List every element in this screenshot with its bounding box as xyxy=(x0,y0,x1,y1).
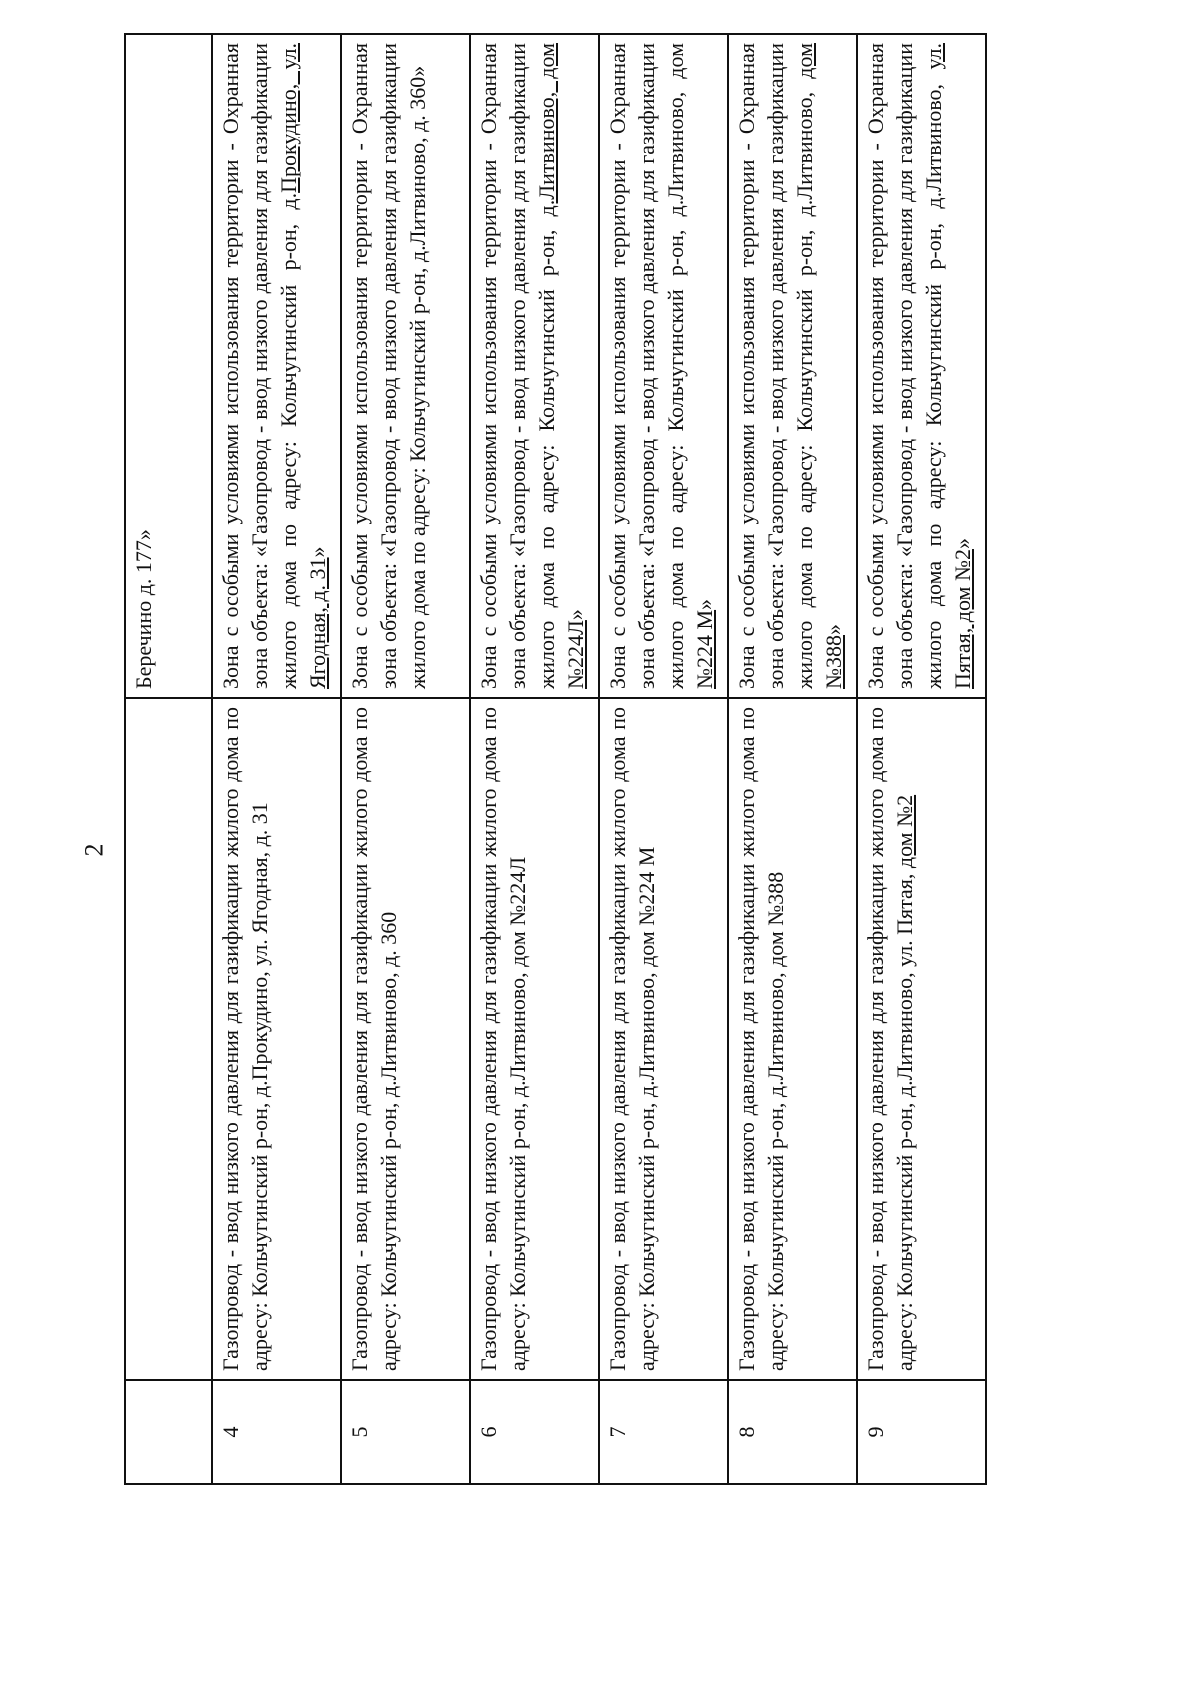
zone-description: Зона с особыми условиями использования территории - Охранная зона объекта: «Газопровод - ввод низкого давления для газификации жилого дома по адресу: Кольчугинский р-он, д.Литвиново, дом №224 М» xyxy=(599,34,728,698)
row-number: 6 xyxy=(470,1380,599,1484)
cell-num-empty xyxy=(125,1380,212,1484)
row-number: 9 xyxy=(857,1380,986,1484)
object-description: Газопровод - ввод низкого давления для газификации жилого дома по адресу: Кольчугинский р-он, д.Прокудино, ул. Ягодная, д. 31 xyxy=(212,698,341,1380)
table-row xyxy=(599,34,728,1484)
object-description: Газопровод - ввод низкого давления для газификации жилого дома по адресу: Кольчугинский р-он, д.Литвиново, д. 360 xyxy=(341,698,470,1380)
object-description: Газопровод - ввод низкого давления для газификации жилого дома по адресу: Кольчугинский р-он, д.Литвиново, дом №224Л xyxy=(470,698,599,1380)
zone-description: Зона с особыми условиями использования территории - Охранная зона объекта: «Газопровод - ввод низкого давления для газификации жилого дома по адресу: Кольчугинский р-он, д.Прокудино, ул. Ягодная, д. 31» xyxy=(212,34,341,698)
object-description: Газопровод - ввод низкого давления для газификации жилого дома по адресу: Кольчугинский р-он, д.Литвиново, дом №224 М xyxy=(599,698,728,1380)
row-number: 8 xyxy=(728,1380,857,1484)
rotated-table-container xyxy=(124,35,1036,1485)
row-number: 5 xyxy=(341,1380,470,1484)
row-number: 7 xyxy=(599,1380,728,1484)
table-row xyxy=(341,34,470,1484)
zone-description: Зона с особыми условиями использования территории - Охранная зона объекта: «Газопровод - ввод низкого давления для газификации жилого дома по адресу: Кольчугинский р-он, д.Литвиново, ул. Пятая, дом №2» xyxy=(857,34,986,698)
table-row xyxy=(857,34,986,1484)
row-number: 4 xyxy=(212,1380,341,1484)
zone-description: Зона с особыми условиями использования территории - Охранная зона объекта: «Газопровод - ввод низкого давления для газификации жилого дома по адресу: Кольчугинский р-он, д.Литвиново, дом №224Л» xyxy=(470,34,599,698)
table-row xyxy=(212,34,341,1484)
cell-object-empty xyxy=(125,698,212,1380)
zone-description: Зона с особыми условиями использования территории - Охранная зона объекта: «Газопровод - ввод низкого давления для газификации жилого дома по адресу: Кольчугинский р-он, д.Литвиново, дом №388» xyxy=(728,34,857,698)
table-row xyxy=(470,34,599,1484)
page-number: 2 xyxy=(79,843,109,857)
object-description: Газопровод - ввод низкого давления для газификации жилого дома по адресу: Кольчугинский р-он, д.Литвиново, ул. Пятая, дом №2 xyxy=(857,698,986,1380)
table-row-continuation xyxy=(125,34,212,1484)
document-table-area xyxy=(124,35,1036,1485)
zone-description: Зона с особыми условиями использования территории - Охранная зона объекта: «Газопровод - ввод низкого давления для газификации жилого дома по адресу: Кольчугинский р-он, д.Литвиново, д. 360» xyxy=(341,34,470,698)
object-description: Газопровод - ввод низкого давления для газификации жилого дома по адресу: Кольчугинский р-он, д.Литвиново, дом №388 xyxy=(728,698,857,1380)
cell-zone-continuation: Беречино д. 177» xyxy=(125,34,212,698)
zones-table xyxy=(124,33,987,1485)
table-row xyxy=(728,34,857,1484)
